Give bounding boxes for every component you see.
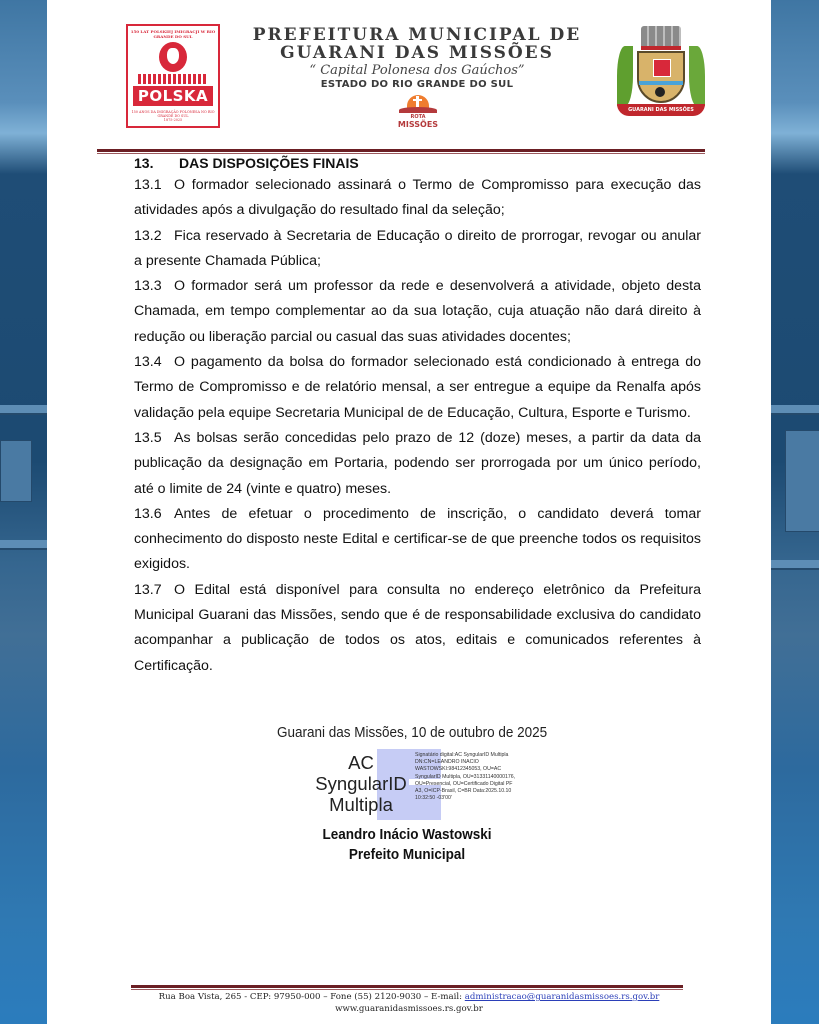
polska-logo-bottom-text bbox=[128, 110, 218, 122]
title-line-1: PREFEITURA MUNICIPAL DE bbox=[252, 25, 582, 45]
background-desk bbox=[771, 560, 819, 570]
footer-email-link[interactable]: administracao@guaranidasmissoes.rs.gov.br bbox=[464, 992, 660, 1002]
paragraph-text: Fica reservado à Secretaria de Educação o direito de prorrogar, revogar ou anular a presente Chamada Pública; bbox=[134, 227, 701, 269]
paragraph-number: 13.1 bbox=[134, 177, 162, 193]
signer-title: Prefeito Municipal bbox=[348, 846, 466, 863]
footer-website[interactable]: www.guaranidasmissoes.rs.gov.br bbox=[335, 1004, 483, 1014]
polska-logo bbox=[126, 24, 220, 128]
letterhead bbox=[47, 0, 771, 150]
missoes-text: MISSÕES bbox=[397, 120, 439, 129]
paragraph-text: O Edital está disponível para consulta no endereço eletrônico da Prefeitura Municipal Guarani das Missões, sendo que é de responsabilidade exclusiva do candidato acompanhar a publicação de todos os atos, editais e comunicados referentes à Certificação. bbox=[134, 581, 701, 674]
document-body bbox=[134, 153, 701, 679]
ornament-icon bbox=[138, 74, 208, 84]
paragraph-number: 13.2 bbox=[134, 227, 162, 244]
mural-crown-icon bbox=[641, 26, 681, 46]
river-icon bbox=[639, 81, 683, 85]
signer-block bbox=[277, 825, 537, 865]
cert-name-line: AC bbox=[348, 752, 374, 773]
rota-text: ROTA bbox=[410, 114, 426, 120]
paragraph bbox=[134, 173, 701, 224]
hill-icon bbox=[399, 107, 437, 113]
polska-logo-bottom-line: 150 ANOS DA IMIGRAÇÃO POLONESA NO RIO GRANDE DO SUL bbox=[131, 110, 215, 118]
paragraph bbox=[134, 274, 701, 350]
paragraph bbox=[134, 224, 701, 275]
state-name: ESTADO DO RIO GRANDE DO SUL bbox=[320, 79, 514, 90]
paragraph-number: 13.3 bbox=[134, 278, 162, 295]
section-heading bbox=[134, 153, 701, 173]
paragraph-text: Antes de efetuar o procedimento de inscrição, o candidato deverá tomar conhecimento do disposto neste Edital e certificar-se de que preenche todos os requisitos exigidos. bbox=[134, 505, 701, 573]
paragraph-number: 13.7 bbox=[134, 581, 162, 598]
corn-icon bbox=[689, 46, 705, 106]
eagle-icon bbox=[159, 42, 187, 72]
cert-name-line: SyngularID bbox=[315, 773, 407, 794]
background-desk bbox=[0, 540, 47, 550]
title-line-2: GUARANI DAS MISSÕES bbox=[280, 43, 554, 63]
paragraph-number: 13.6 bbox=[134, 505, 162, 522]
eagle-icon bbox=[653, 59, 671, 77]
gear-icon bbox=[655, 87, 665, 97]
place-and-date: Guarani das Missões, 10 de outubro de 2025 bbox=[277, 724, 548, 741]
background-right bbox=[771, 0, 819, 1024]
paragraph-text: O pagamento da bolsa do formador selecionado está condicionado à entrega do Termo de Compromisso e de relatório mensal, a ser entregue a equipe da Renalfa após validação pela equipe Secretaria Municipal de de Educação, Cultura, Esporte e Turismo. bbox=[134, 354, 701, 421]
paragraph bbox=[134, 426, 701, 502]
background-chair bbox=[785, 430, 819, 532]
slogan: “ Capital Polonesa dos Gaúchos” bbox=[309, 63, 525, 78]
rota-missoes-logo bbox=[396, 95, 440, 133]
paragraph bbox=[134, 350, 701, 426]
coat-of-arms bbox=[611, 26, 711, 130]
wheat-icon bbox=[617, 46, 633, 106]
paragraph-text: O formador selecionado assinará o Termo de Compromisso para execução das atividades após a divulgação do resultado final da seleção; bbox=[134, 177, 701, 219]
footer-address: Rua Boa Vista, 265 - CEP: 97950-000 – Fone (55) 2120-9030 – E-mail: bbox=[158, 992, 465, 1002]
background-chair bbox=[0, 440, 32, 502]
background-left bbox=[0, 0, 47, 1024]
footer-divider bbox=[131, 985, 683, 988]
background-desk bbox=[0, 405, 47, 415]
document-page bbox=[47, 0, 771, 1024]
paragraph bbox=[134, 502, 701, 578]
polska-logo-years: 1875-2025 bbox=[163, 118, 183, 122]
section-number: 13. bbox=[134, 155, 154, 171]
digital-signature-name[interactable] bbox=[311, 752, 411, 815]
digital-signature-details[interactable]: Signatário digital:AC SyngularID Multipla DN:CN=LEANDRO INACIO WASTOWSKI:98412345053, OU=AC SyngularID Multipla, OU=31331140000176, OU=Presencial, OU=Certificado Digital PF A3, O=ICP-Brasil, C=BR Data:2025.10.10 10:32:50 -03'00' bbox=[415, 752, 516, 802]
header-divider bbox=[97, 149, 705, 152]
paragraph-text: As bolsas serão concedidas pelo prazo de 12 (doze) meses, a partir da data da publicação da designação em Portaria, podendo ser prorrogada por um único período, até o limite de 24 (vinte e quatro) meses. bbox=[134, 429, 701, 497]
signer-name: Leandro Inácio Wastowski bbox=[322, 826, 492, 843]
footer-address-line bbox=[47, 991, 771, 1003]
shield-icon bbox=[637, 51, 685, 103]
polska-logo-top-text: 150 LAT POLSKIEJ IMIGRACJI W RIO GRANDE DO SUL bbox=[130, 29, 216, 39]
paragraph bbox=[134, 578, 701, 679]
coat-ribbon: GUARANI DAS MISSÕES bbox=[617, 104, 705, 116]
section-title: DAS DISPOSIÇÕES FINAIS bbox=[179, 155, 359, 171]
background-desk bbox=[771, 405, 819, 415]
paragraph-number: 13.5 bbox=[134, 429, 162, 446]
letterhead-title bbox=[237, 26, 597, 91]
cert-name-line: Multipla bbox=[329, 794, 393, 815]
paragraph-text: O formador será um professor da rede e desenvolverá a atividade, objeto desta Chamada, em tempo complementar ao da sua lotação, cuja atuação não dará direito à redução ou liberação parcial ou casual das suas atividades docentes; bbox=[134, 278, 701, 345]
polska-word: POLSKA bbox=[133, 86, 213, 106]
footer bbox=[47, 991, 771, 1015]
paragraph-number: 13.4 bbox=[134, 354, 162, 371]
